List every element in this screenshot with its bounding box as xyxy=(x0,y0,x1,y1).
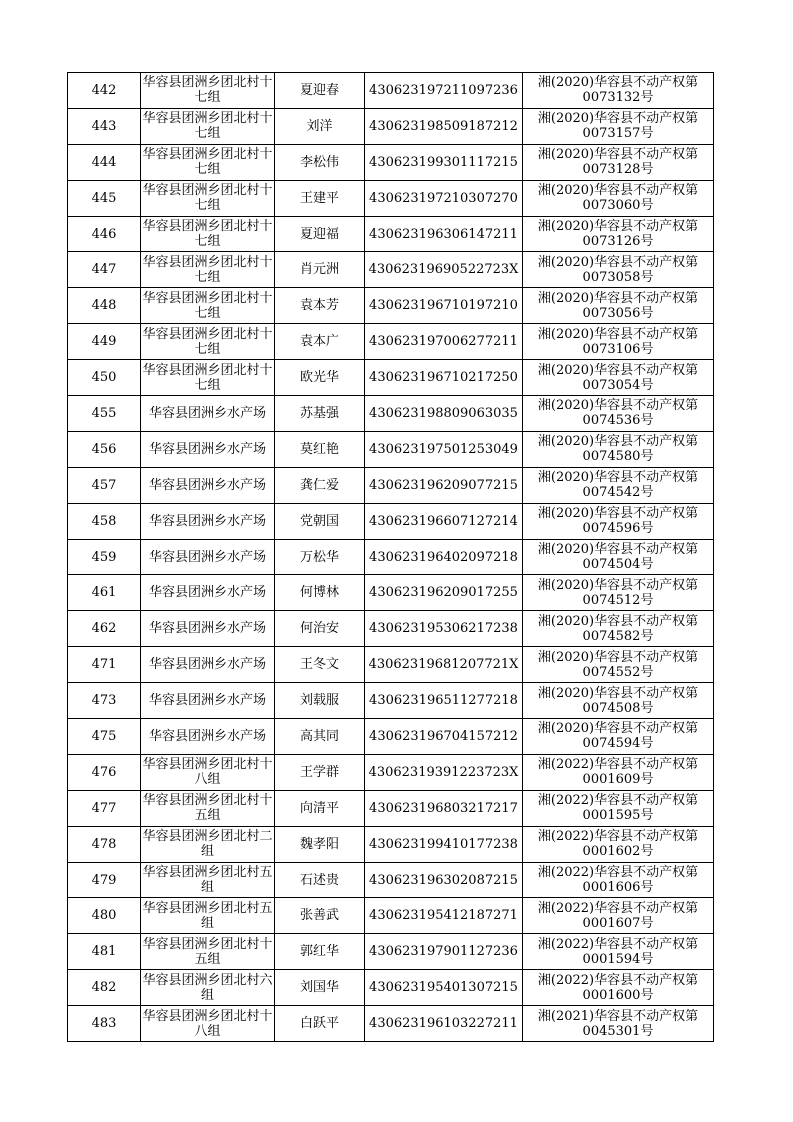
table-row xyxy=(68,252,714,288)
owner-name-cell: 刘洋 xyxy=(275,108,365,144)
id-number-cell: 430623195306217238 xyxy=(365,611,523,647)
certificate-number-cell: 湘(2020)华容县不动产权第0074512号 xyxy=(523,575,714,611)
id-number-cell: 430623196209017255 xyxy=(365,575,523,611)
certificate-number-cell: 湘(2020)华容县不动产权第0073126号 xyxy=(523,216,714,252)
table-row xyxy=(68,647,714,683)
row-number-cell: 445 xyxy=(68,180,141,216)
owner-name-cell: 高其同 xyxy=(275,719,365,755)
location-cell: 华容县团洲乡水产场 xyxy=(141,467,275,503)
location-cell: 华容县团洲乡水产场 xyxy=(141,575,275,611)
table-row xyxy=(68,180,714,216)
id-number-cell: 430623196209077215 xyxy=(365,467,523,503)
owner-name-cell: 白跃平 xyxy=(275,1006,365,1042)
owner-name-cell: 刘国华 xyxy=(275,970,365,1006)
location-cell: 华容县团洲乡团北村六组 xyxy=(141,970,275,1006)
owner-name-cell: 王冬文 xyxy=(275,647,365,683)
id-number-cell: 430623195401307215 xyxy=(365,970,523,1006)
row-number-cell: 459 xyxy=(68,539,141,575)
owner-name-cell: 刘载服 xyxy=(275,683,365,719)
location-cell: 华容县团洲乡水产场 xyxy=(141,503,275,539)
table-row xyxy=(68,934,714,970)
table-row xyxy=(68,719,714,755)
certificate-number-cell: 湘(2022)华容县不动产权第0001606号 xyxy=(523,862,714,898)
id-number-cell: 430623197210307270 xyxy=(365,180,523,216)
owner-name-cell: 欧光华 xyxy=(275,360,365,396)
row-number-cell: 458 xyxy=(68,503,141,539)
id-number-cell: 43062319391223723X xyxy=(365,754,523,790)
table-row xyxy=(68,790,714,826)
location-cell: 华容县团洲乡水产场 xyxy=(141,683,275,719)
location-cell: 华容县团洲乡团北村十八组 xyxy=(141,754,275,790)
location-cell: 华容县团洲乡团北村十七组 xyxy=(141,108,275,144)
certificate-number-cell: 湘(2021)华容县不动产权第0045301号 xyxy=(523,1006,714,1042)
table-row xyxy=(68,216,714,252)
row-number-cell: 449 xyxy=(68,324,141,360)
location-cell: 华容县团洲乡水产场 xyxy=(141,719,275,755)
table-row xyxy=(68,575,714,611)
id-number-cell: 430623199301117215 xyxy=(365,144,523,180)
table-row xyxy=(68,324,714,360)
certificate-number-cell: 湘(2020)华容县不动产权第0073054号 xyxy=(523,360,714,396)
location-cell: 华容县团洲乡水产场 xyxy=(141,431,275,467)
row-number-cell: 481 xyxy=(68,934,141,970)
table-row xyxy=(68,360,714,396)
table-body xyxy=(68,73,714,1042)
id-number-cell: 430623196704157212 xyxy=(365,719,523,755)
owner-name-cell: 袁本广 xyxy=(275,324,365,360)
certificate-number-cell: 湘(2020)华容县不动产权第0073106号 xyxy=(523,324,714,360)
table-row xyxy=(68,396,714,432)
table-row xyxy=(68,144,714,180)
certificate-number-cell: 湘(2020)华容县不动产权第0074542号 xyxy=(523,467,714,503)
owner-name-cell: 何博林 xyxy=(275,575,365,611)
table-row xyxy=(68,431,714,467)
row-number-cell: 473 xyxy=(68,683,141,719)
id-number-cell: 43062319681207721X xyxy=(365,647,523,683)
certificate-number-cell: 湘(2020)华容县不动产权第0074504号 xyxy=(523,539,714,575)
location-cell: 华容县团洲乡水产场 xyxy=(141,396,275,432)
row-number-cell: 475 xyxy=(68,719,141,755)
id-number-cell: 430623195412187271 xyxy=(365,898,523,934)
location-cell: 华容县团洲乡团北村十七组 xyxy=(141,324,275,360)
owner-name-cell: 向清平 xyxy=(275,790,365,826)
row-number-cell: 479 xyxy=(68,862,141,898)
location-cell: 华容县团洲乡团北村二组 xyxy=(141,826,275,862)
location-cell: 华容县团洲乡团北村十五组 xyxy=(141,790,275,826)
certificate-number-cell: 湘(2020)华容县不动产权第0074582号 xyxy=(523,611,714,647)
owner-name-cell: 夏迎福 xyxy=(275,216,365,252)
id-number-cell: 430623197006277211 xyxy=(365,324,523,360)
table-row xyxy=(68,1006,714,1042)
row-number-cell: 457 xyxy=(68,467,141,503)
row-number-cell: 461 xyxy=(68,575,141,611)
id-number-cell: 430623196511277218 xyxy=(365,683,523,719)
table-row xyxy=(68,611,714,647)
certificate-number-cell: 湘(2020)华容县不动产权第0073056号 xyxy=(523,288,714,324)
id-number-cell: 430623197901127236 xyxy=(365,934,523,970)
row-number-cell: 444 xyxy=(68,144,141,180)
location-cell: 华容县团洲乡水产场 xyxy=(141,611,275,647)
location-cell: 华容县团洲乡团北村十七组 xyxy=(141,252,275,288)
table-row xyxy=(68,288,714,324)
id-number-cell: 430623196306147211 xyxy=(365,216,523,252)
id-number-cell: 430623196607127214 xyxy=(365,503,523,539)
certificate-number-cell: 湘(2020)华容县不动产权第0074508号 xyxy=(523,683,714,719)
certificate-number-cell: 湘(2020)华容县不动产权第0074580号 xyxy=(523,431,714,467)
table-row xyxy=(68,683,714,719)
location-cell: 华容县团洲乡团北村十七组 xyxy=(141,288,275,324)
owner-name-cell: 李松伟 xyxy=(275,144,365,180)
location-cell: 华容县团洲乡团北村五组 xyxy=(141,898,275,934)
location-cell: 华容县团洲乡团北村十七组 xyxy=(141,180,275,216)
owner-name-cell: 夏迎春 xyxy=(275,73,365,109)
row-number-cell: 446 xyxy=(68,216,141,252)
owner-name-cell: 苏基强 xyxy=(275,396,365,432)
row-number-cell: 476 xyxy=(68,754,141,790)
id-number-cell: 430623198509187212 xyxy=(365,108,523,144)
certificate-number-cell: 湘(2022)华容县不动产权第0001602号 xyxy=(523,826,714,862)
owner-name-cell: 何治安 xyxy=(275,611,365,647)
owner-name-cell: 郭红华 xyxy=(275,934,365,970)
id-number-cell: 430623196803217217 xyxy=(365,790,523,826)
owner-name-cell: 王建平 xyxy=(275,180,365,216)
row-number-cell: 447 xyxy=(68,252,141,288)
location-cell: 华容县团洲乡团北村十七组 xyxy=(141,360,275,396)
location-cell: 华容县团洲乡团北村十七组 xyxy=(141,216,275,252)
table-row xyxy=(68,898,714,934)
owner-name-cell: 魏孝阳 xyxy=(275,826,365,862)
certificate-number-cell: 湘(2020)华容县不动产权第0073157号 xyxy=(523,108,714,144)
row-number-cell: 482 xyxy=(68,970,141,1006)
owner-name-cell: 龚仁爱 xyxy=(275,467,365,503)
row-number-cell: 450 xyxy=(68,360,141,396)
location-cell: 华容县团洲乡水产场 xyxy=(141,647,275,683)
owner-name-cell: 王学群 xyxy=(275,754,365,790)
table-row xyxy=(68,467,714,503)
owner-name-cell: 肖元洲 xyxy=(275,252,365,288)
id-number-cell: 430623196402097218 xyxy=(365,539,523,575)
certificate-number-cell: 湘(2020)华容县不动产权第0074536号 xyxy=(523,396,714,432)
id-number-cell: 430623196103227211 xyxy=(365,1006,523,1042)
row-number-cell: 456 xyxy=(68,431,141,467)
id-number-cell: 430623196302087215 xyxy=(365,862,523,898)
row-number-cell: 442 xyxy=(68,73,141,109)
owner-name-cell: 袁本芳 xyxy=(275,288,365,324)
row-number-cell: 480 xyxy=(68,898,141,934)
id-number-cell: 430623197211097236 xyxy=(365,73,523,109)
row-number-cell: 448 xyxy=(68,288,141,324)
certificate-number-cell: 湘(2020)华容县不动产权第0073128号 xyxy=(523,144,714,180)
row-number-cell: 477 xyxy=(68,790,141,826)
certificate-number-cell: 湘(2020)华容县不动产权第0073058号 xyxy=(523,252,714,288)
id-number-cell: 43062319690522723X xyxy=(365,252,523,288)
property-records-table xyxy=(67,72,714,1042)
row-number-cell: 462 xyxy=(68,611,141,647)
table-row xyxy=(68,970,714,1006)
owner-name-cell: 张善武 xyxy=(275,898,365,934)
location-cell: 华容县团洲乡团北村十七组 xyxy=(141,144,275,180)
id-number-cell: 430623196710197210 xyxy=(365,288,523,324)
certificate-number-cell: 湘(2022)华容县不动产权第0001594号 xyxy=(523,934,714,970)
row-number-cell: 455 xyxy=(68,396,141,432)
row-number-cell: 443 xyxy=(68,108,141,144)
location-cell: 华容县团洲乡团北村十八组 xyxy=(141,1006,275,1042)
certificate-number-cell: 湘(2020)华容县不动产权第0074596号 xyxy=(523,503,714,539)
owner-name-cell: 石述贵 xyxy=(275,862,365,898)
owner-name-cell: 莫红艳 xyxy=(275,431,365,467)
location-cell: 华容县团洲乡水产场 xyxy=(141,539,275,575)
table-row xyxy=(68,862,714,898)
owner-name-cell: 党朝国 xyxy=(275,503,365,539)
table-row xyxy=(68,539,714,575)
certificate-number-cell: 湘(2022)华容县不动产权第0001607号 xyxy=(523,898,714,934)
row-number-cell: 483 xyxy=(68,1006,141,1042)
row-number-cell: 471 xyxy=(68,647,141,683)
location-cell: 华容县团洲乡团北村十七组 xyxy=(141,73,275,109)
table-row xyxy=(68,73,714,109)
certificate-number-cell: 湘(2022)华容县不动产权第0001595号 xyxy=(523,790,714,826)
location-cell: 华容县团洲乡团北村五组 xyxy=(141,862,275,898)
certificate-number-cell: 湘(2020)华容县不动产权第0073060号 xyxy=(523,180,714,216)
table-row xyxy=(68,503,714,539)
table-row xyxy=(68,754,714,790)
id-number-cell: 430623196710217250 xyxy=(365,360,523,396)
table-row xyxy=(68,108,714,144)
table-row xyxy=(68,826,714,862)
id-number-cell: 430623197501253049 xyxy=(365,431,523,467)
location-cell: 华容县团洲乡团北村十五组 xyxy=(141,934,275,970)
certificate-number-cell: 湘(2020)华容县不动产权第0074594号 xyxy=(523,719,714,755)
certificate-number-cell: 湘(2022)华容县不动产权第0001600号 xyxy=(523,970,714,1006)
row-number-cell: 478 xyxy=(68,826,141,862)
owner-name-cell: 万松华 xyxy=(275,539,365,575)
certificate-number-cell: 湘(2022)华容县不动产权第0001609号 xyxy=(523,754,714,790)
certificate-number-cell: 湘(2020)华容县不动产权第0073132号 xyxy=(523,73,714,109)
certificate-number-cell: 湘(2020)华容县不动产权第0074552号 xyxy=(523,647,714,683)
id-number-cell: 430623199410177238 xyxy=(365,826,523,862)
id-number-cell: 430623198809063035 xyxy=(365,396,523,432)
